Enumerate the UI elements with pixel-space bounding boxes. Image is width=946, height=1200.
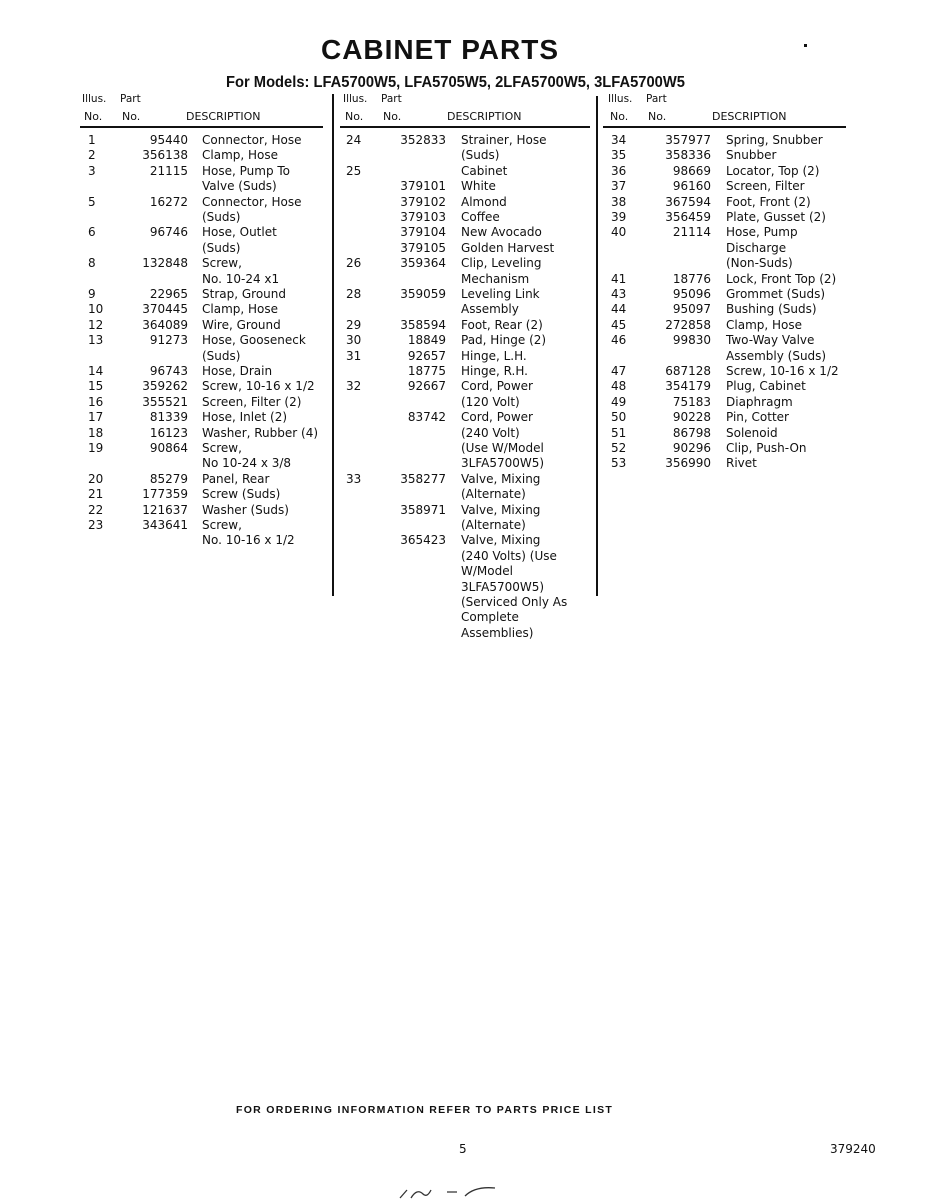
- part-number: 90296: [672, 441, 711, 455]
- header-description: DESCRIPTION: [712, 110, 787, 123]
- illus-number: 34: [611, 133, 627, 147]
- illus-number: 50: [611, 410, 627, 425]
- ordering-note: FOR ORDERING INFORMATION REFER TO PARTS PRICE LIST: [236, 1104, 614, 1116]
- table-row: [611, 164, 871, 179]
- part-description: (Serviced Only As: [461, 595, 568, 609]
- table-row: [88, 426, 348, 441]
- part-description: Washer, Rubber (4): [202, 425, 319, 440]
- part-description: Golden Harvest: [461, 240, 555, 255]
- part-description: (Alternate): [461, 487, 526, 502]
- header-description: DESCRIPTION: [447, 110, 522, 123]
- part-description: Assemblies): [461, 625, 534, 640]
- part-number: 359059: [400, 287, 446, 301]
- part-description: Clamp, Hose: [202, 302, 279, 317]
- speck: [804, 44, 807, 47]
- part-number: 356990: [665, 456, 711, 471]
- table-row: [346, 195, 606, 210]
- part-description: W/Model: [461, 564, 513, 579]
- part-description: Valve, Mixing: [461, 502, 541, 517]
- illus-number: 25: [346, 163, 362, 178]
- table-row: [346, 379, 606, 394]
- illus-number: 12: [88, 317, 104, 332]
- table-row: [88, 287, 348, 302]
- part-number: 95440: [149, 133, 188, 147]
- part-number: 121637: [142, 502, 188, 517]
- illus-number: 47: [611, 364, 627, 378]
- part-description: Pad, Hinge (2): [461, 333, 547, 348]
- illus-number: 21: [88, 487, 104, 502]
- table-row: [88, 533, 348, 548]
- part-description: Valve, Mixing: [461, 471, 541, 486]
- table-row: [346, 595, 606, 610]
- table-row: [346, 287, 606, 302]
- part-number: 75183: [672, 394, 711, 409]
- part-number: 90228: [672, 410, 711, 425]
- part-description: Two-Way Valve: [726, 333, 815, 348]
- table-row: [346, 549, 606, 564]
- part-description: Hose, Pump: [726, 225, 798, 240]
- part-number: 367594: [665, 194, 711, 209]
- part-number: 92667: [407, 379, 446, 394]
- table-row: [88, 503, 348, 518]
- illus-number: 39: [611, 210, 627, 224]
- table-row: [346, 225, 606, 240]
- illus-number: 13: [88, 333, 104, 348]
- part-description: Strap, Ground: [202, 287, 286, 301]
- part-number: 18849: [407, 333, 446, 348]
- table-row: [611, 364, 871, 379]
- illus-number: 23: [88, 518, 104, 532]
- part-description: No. 10-24 x1: [202, 271, 280, 286]
- part-number: 272858: [665, 317, 711, 332]
- table-row: [611, 410, 871, 425]
- part-description: Plate, Gusset (2): [726, 210, 826, 224]
- part-number: 16123: [149, 425, 188, 440]
- part-description: Cord, Power: [461, 410, 533, 425]
- header-rule: [340, 126, 590, 128]
- part-description: (Suds): [202, 240, 241, 255]
- part-description: Almond: [461, 194, 507, 209]
- illus-number: 32: [346, 379, 362, 394]
- illus-number: 43: [611, 287, 627, 301]
- illus-number: 37: [611, 179, 627, 194]
- document-number: 379240: [830, 1142, 876, 1156]
- part-number: 358594: [400, 317, 446, 332]
- table-row: [88, 148, 348, 163]
- illus-number: 3: [88, 163, 96, 178]
- illus-number: 19: [88, 441, 104, 455]
- part-number: 86798: [672, 425, 711, 440]
- illus-number: 35: [611, 148, 627, 163]
- table-row: [611, 302, 871, 317]
- header-part: Part: [120, 93, 141, 105]
- table-row: [346, 272, 606, 287]
- part-description: Cord, Power: [461, 379, 533, 394]
- part-description: No 10-24 x 3/8: [202, 456, 292, 471]
- part-number: 18775: [407, 364, 446, 378]
- part-description: Snubber: [726, 148, 777, 163]
- table-row: [88, 410, 348, 425]
- part-description: Foot, Front (2): [726, 194, 811, 209]
- illus-number: 15: [88, 379, 104, 394]
- part-description: Screw,: [202, 441, 242, 455]
- part-description: White: [461, 179, 496, 194]
- table-row: [88, 349, 348, 364]
- illus-number: 30: [346, 333, 362, 348]
- header-no: No.: [345, 110, 364, 123]
- table-row: [88, 272, 348, 287]
- table-row: [611, 272, 871, 287]
- table-row: [346, 318, 606, 333]
- part-description: Hose, Drain: [202, 364, 273, 378]
- part-description: Clamp, Hose: [726, 317, 803, 332]
- part-description: Bushing (Suds): [726, 302, 817, 317]
- part-description: Clip, Leveling: [461, 256, 542, 271]
- part-number: 21115: [149, 163, 188, 178]
- part-number: 96743: [149, 364, 188, 378]
- part-description: Grommet (Suds): [726, 287, 826, 301]
- table-row: [611, 287, 871, 302]
- table-row: [611, 210, 871, 225]
- table-row: [346, 333, 606, 348]
- illus-number: 52: [611, 441, 627, 455]
- table-row: [346, 580, 606, 595]
- illus-number: 2: [88, 148, 96, 163]
- models-subtitle: For Models: LFA5700W5, LFA5705W5, 2LFA5700W5, 3LFA5700W5: [226, 74, 685, 91]
- illus-number: 29: [346, 317, 362, 332]
- part-number: 16272: [149, 194, 188, 209]
- part-description: Washer (Suds): [202, 502, 289, 517]
- part-description: (Suds): [202, 210, 241, 224]
- header-part-no: No.: [383, 110, 402, 123]
- illus-number: 41: [611, 271, 627, 286]
- part-number: 356459: [665, 210, 711, 224]
- part-number: 687128: [665, 364, 711, 378]
- header-description: DESCRIPTION: [186, 110, 261, 123]
- illus-number: 48: [611, 379, 627, 394]
- part-number: 364089: [142, 317, 188, 332]
- illus-number: 18: [88, 425, 104, 440]
- illus-number: 53: [611, 456, 627, 471]
- header-part-no: No.: [122, 110, 141, 123]
- handwritten-mark: [395, 1180, 515, 1200]
- table-row: [346, 518, 606, 533]
- table-row: [611, 179, 871, 194]
- table-row: [611, 333, 871, 348]
- part-number: 354179: [665, 379, 711, 394]
- part-description: (Use W/Model: [461, 441, 544, 455]
- part-description: (Suds): [461, 148, 500, 163]
- part-number: 95096: [672, 287, 711, 301]
- part-description: Assembly (Suds): [726, 348, 827, 363]
- table-row: [346, 456, 606, 471]
- table-row: [346, 148, 606, 163]
- table-row: [611, 133, 871, 148]
- table-row: [346, 503, 606, 518]
- part-number: 379103: [400, 210, 446, 224]
- header-rule: [80, 126, 323, 128]
- table-row: [88, 241, 348, 256]
- illus-number: 20: [88, 471, 104, 486]
- part-description: Panel, Rear: [202, 471, 270, 486]
- part-description: Solenoid: [726, 425, 778, 440]
- table-row: [611, 379, 871, 394]
- illus-number: 6: [88, 225, 96, 240]
- table-row: [346, 441, 606, 456]
- part-number: 370445: [142, 302, 188, 317]
- illus-number: 24: [346, 133, 362, 147]
- table-row: [346, 364, 606, 379]
- header-part-no: No.: [648, 110, 667, 123]
- part-description: 3LFA5700W5): [461, 579, 545, 594]
- illus-number: 26: [346, 256, 362, 271]
- part-description: Cabinet: [461, 163, 508, 178]
- table-row: [611, 241, 871, 256]
- part-number: 98669: [672, 163, 711, 178]
- header-rule: [603, 126, 846, 128]
- part-description: (Non-Suds): [726, 256, 793, 271]
- part-number: 177359: [142, 487, 188, 502]
- illus-number: 33: [346, 471, 362, 486]
- part-description: Connector, Hose: [202, 194, 302, 209]
- part-description: Coffee: [461, 210, 500, 224]
- table-row: [611, 148, 871, 163]
- illus-number: 46: [611, 333, 627, 348]
- table-row: [88, 379, 348, 394]
- part-description: Wire, Ground: [202, 317, 281, 332]
- part-description: Screen, Filter: [726, 179, 805, 194]
- table-row: [346, 395, 606, 410]
- part-number: 96160: [672, 179, 711, 194]
- part-description: Rivet: [726, 456, 757, 471]
- table-row: [88, 302, 348, 317]
- part-description: Lock, Front Top (2): [726, 271, 837, 286]
- part-number: 85279: [149, 471, 188, 486]
- part-description: Diaphragm: [726, 394, 793, 409]
- part-description: Hose, Pump To: [202, 163, 291, 178]
- header-no: No.: [610, 110, 629, 123]
- header-no: No.: [84, 110, 103, 123]
- part-description: (Suds): [202, 348, 241, 363]
- header-part: Part: [381, 93, 402, 105]
- part-number: 18776: [672, 271, 711, 286]
- part-description: (Alternate): [461, 518, 526, 532]
- part-description: No. 10-16 x 1/2: [202, 533, 295, 548]
- part-description: Pin, Cotter: [726, 410, 789, 425]
- part-description: Leveling Link: [461, 287, 540, 301]
- table-row: [346, 349, 606, 364]
- part-number: 358336: [665, 148, 711, 163]
- part-description: Assembly: [461, 302, 519, 317]
- part-number: 91273: [149, 333, 188, 348]
- table-row: [346, 564, 606, 579]
- table-row: [611, 395, 871, 410]
- illus-number: 45: [611, 317, 627, 332]
- table-row: [88, 333, 348, 348]
- part-description: 3LFA5700W5): [461, 456, 545, 471]
- part-number: 358971: [400, 502, 446, 517]
- part-description: Mechanism: [461, 271, 530, 286]
- header-part: Part: [646, 93, 667, 105]
- part-description: Screw,: [202, 518, 242, 532]
- part-description: Foot, Rear (2): [461, 317, 543, 332]
- part-description: Hose, Outlet: [202, 225, 277, 240]
- table-row: [88, 441, 348, 456]
- illus-number: 17: [88, 410, 104, 425]
- illus-number: 16: [88, 394, 104, 409]
- illus-number: 28: [346, 287, 362, 301]
- illus-number: 14: [88, 364, 104, 378]
- illus-number: 1: [88, 133, 96, 147]
- part-description: Locator, Top (2): [726, 163, 820, 178]
- illus-number: 10: [88, 302, 104, 317]
- table-row: [611, 426, 871, 441]
- table-row: [346, 256, 606, 271]
- part-number: 379104: [400, 225, 446, 240]
- table-row: [346, 164, 606, 179]
- illus-number: 40: [611, 225, 627, 240]
- table-row: [346, 210, 606, 225]
- table-row: [611, 456, 871, 471]
- part-description: Complete: [461, 610, 519, 625]
- table-row: [88, 456, 348, 471]
- illus-number: 8: [88, 256, 96, 271]
- table-row: [346, 533, 606, 548]
- illus-number: 9: [88, 287, 96, 301]
- illus-number: 22: [88, 502, 104, 517]
- table-row: [88, 318, 348, 333]
- part-description: (120 Volt): [461, 394, 520, 409]
- table-row: [346, 487, 606, 502]
- part-number: 95097: [672, 302, 711, 317]
- header-illus: Illus.: [343, 93, 368, 105]
- part-description: Valve, Mixing: [461, 533, 541, 548]
- table-row: [611, 349, 871, 364]
- table-row: [346, 179, 606, 194]
- part-description: Clip, Push-On: [726, 441, 807, 455]
- part-number: 379105: [400, 240, 446, 255]
- part-description: Screen, Filter (2): [202, 394, 302, 409]
- table-row: [88, 179, 348, 194]
- part-description: Screw, 10-16 x 1/2: [202, 379, 315, 394]
- part-description: Hose, Inlet (2): [202, 410, 288, 425]
- table-row: [346, 410, 606, 425]
- page-title: CABINET PARTS: [320, 34, 560, 65]
- table-row: [88, 395, 348, 410]
- part-description: Hinge, L.H.: [461, 348, 527, 363]
- part-number: 92657: [407, 348, 446, 363]
- part-number: 359262: [142, 379, 188, 394]
- part-description: Screw (Suds): [202, 487, 281, 502]
- illus-number: 5: [88, 194, 96, 209]
- illus-number: 51: [611, 425, 627, 440]
- part-number: 352833: [400, 133, 446, 147]
- table-row: [88, 472, 348, 487]
- illus-number: 31: [346, 348, 362, 363]
- part-description: Valve (Suds): [202, 179, 277, 194]
- part-number: 358277: [400, 471, 446, 486]
- table-row: [346, 472, 606, 487]
- part-number: 357977: [665, 133, 711, 147]
- table-row: [88, 133, 348, 148]
- table-row: [346, 626, 606, 641]
- part-description: Hinge, R.H.: [461, 364, 528, 378]
- part-number: 356138: [142, 148, 188, 163]
- part-number: 81339: [149, 410, 188, 425]
- part-description: Plug, Cabinet: [726, 379, 806, 394]
- table-row: [346, 241, 606, 256]
- part-number: 355521: [142, 394, 188, 409]
- table-row: [88, 518, 348, 533]
- part-description: Discharge: [726, 240, 787, 255]
- illus-number: 49: [611, 394, 627, 409]
- table-row: [88, 195, 348, 210]
- part-number: 90864: [149, 441, 188, 455]
- table-row: [88, 164, 348, 179]
- part-description: Spring, Snubber: [726, 133, 823, 147]
- part-description: (240 Volts) (Use: [461, 548, 557, 563]
- part-description: Screw, 10-16 x 1/2: [726, 364, 839, 378]
- illus-number: 38: [611, 194, 627, 209]
- part-number: 379102: [400, 194, 446, 209]
- part-description: Strainer, Hose: [461, 133, 547, 147]
- table-row: [346, 426, 606, 441]
- table-row: [88, 364, 348, 379]
- header-illus: Illus.: [82, 93, 107, 105]
- part-number: 99830: [672, 333, 711, 348]
- illus-number: 44: [611, 302, 627, 317]
- part-number: 132848: [142, 256, 188, 271]
- table-row: [88, 210, 348, 225]
- table-row: [346, 610, 606, 625]
- part-description: Screw,: [202, 256, 242, 271]
- table-row: [611, 195, 871, 210]
- part-number: 83742: [407, 410, 446, 425]
- part-number: 343641: [142, 518, 188, 532]
- part-number: 365423: [400, 533, 446, 548]
- part-number: 379101: [400, 179, 446, 194]
- part-number: 359364: [400, 256, 446, 271]
- page-number: 5: [459, 1142, 467, 1156]
- table-row: [346, 302, 606, 317]
- part-number: 21114: [672, 225, 711, 240]
- table-row: [88, 256, 348, 271]
- part-number: 22965: [149, 287, 188, 301]
- table-row: [88, 487, 348, 502]
- part-number: 96746: [149, 225, 188, 240]
- part-description: Hose, Gooseneck: [202, 333, 306, 348]
- table-row: [611, 441, 871, 456]
- header-illus: Illus.: [608, 93, 633, 105]
- table-row: [611, 256, 871, 271]
- part-description: Connector, Hose: [202, 133, 302, 147]
- illus-number: 36: [611, 163, 627, 178]
- table-row: [611, 318, 871, 333]
- part-description: (240 Volt): [461, 425, 520, 440]
- table-row: [611, 225, 871, 240]
- part-description: Clamp, Hose: [202, 148, 279, 163]
- table-row: [88, 225, 348, 240]
- part-description: New Avocado: [461, 225, 542, 240]
- table-row: [346, 133, 606, 148]
